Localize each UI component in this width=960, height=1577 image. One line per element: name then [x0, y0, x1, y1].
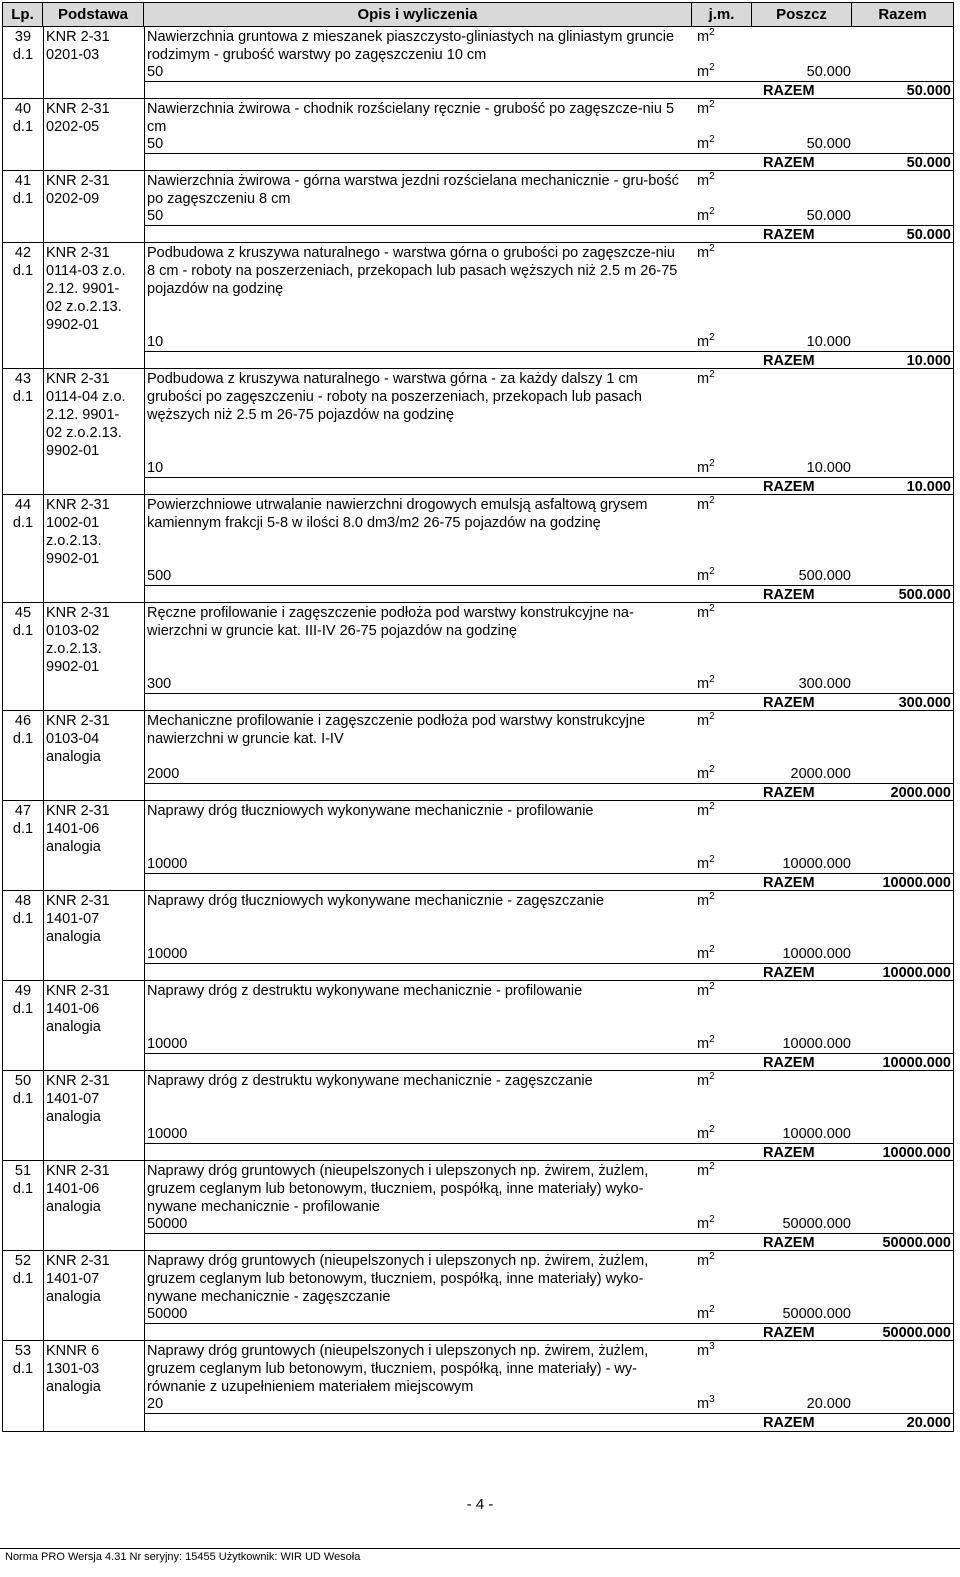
column-divider [144, 171, 145, 242]
table-header [3, 3, 953, 27]
row-jm: $m^2$ [697, 27, 715, 45]
table-row [3, 495, 953, 603]
column-divider [144, 891, 145, 980]
row-quantity-unit: $m^2$ [697, 944, 715, 962]
column-divider [43, 243, 44, 368]
row-razem-label: RAZEM [763, 965, 815, 981]
row-opis: Naprawy dróg gruntowych (nieupelszonych i ulepszonych np. żwirem, żużlem, gruzem ceglanym lub betonowym, tłuczniem, pospółką, inne materiały) - wy-równanie z uzupełnieniem materiałem miejscowym [147, 1343, 649, 1395]
row-opis: Nawierzchnia żwirowa - chodnik rozścielany ręcznie - grubość po zagęszcze-niu 5 cm [147, 101, 675, 135]
row-opis: Powierzchniowe utrwalanie nawierzchni drogowych emulsją asfaltową grysem kamiennym frakcji 5-8 w ilości 8.0 dm3/m2 26-75 pojazdów na godzinę [147, 497, 648, 531]
page-number: - 4 - [466, 1496, 494, 1513]
row-lp: 46 d.1 [12, 713, 34, 747]
razem-divider [144, 873, 953, 874]
row-razem-value: 10000.000 [882, 1055, 951, 1071]
razem-divider [144, 1323, 953, 1324]
razem-divider [144, 1413, 953, 1414]
column-divider [43, 603, 44, 710]
table-row [3, 1341, 953, 1431]
row-razem-value: 500.000 [898, 587, 951, 603]
row-lp: 50 d.1 [12, 1073, 34, 1107]
row-opis: Nawierzchnia gruntowa z mieszanek piaszczysto-gliniastych na gliniastym gruncie rodzimym - grubość warstwy po zagęszczeniu 10 cm [147, 29, 675, 63]
row-razem-label: RAZEM [763, 1145, 815, 1161]
razem-divider [144, 225, 953, 226]
row-opis: Ręczne profilowanie i zagęszczenie podłoża pod warstwy konstrukcyjne na-wierzchni w gruncie kat. III-IV 26-75 pojazdów na godzinę [147, 605, 634, 639]
row-lp: 40 d.1 [12, 101, 34, 135]
column-divider [43, 27, 44, 98]
row-poszcz: 10000.000 [782, 946, 851, 962]
row-podstawa: KNR 2-31 1401-06 analogia [46, 1163, 110, 1215]
row-jm: $m^2$ [697, 1161, 715, 1179]
table-row [3, 243, 953, 369]
row-podstawa: KNR 2-31 0201-03 [46, 29, 110, 63]
row-lp: 52 d.1 [12, 1253, 34, 1287]
column-divider [144, 243, 145, 368]
table-row [3, 603, 953, 711]
column-divider [43, 1251, 44, 1340]
row-razem-label: RAZEM [763, 83, 815, 99]
table-row [3, 171, 953, 243]
row-lp: 49 d.1 [12, 983, 34, 1017]
row-quantity-unit: $m^2$ [697, 206, 715, 224]
row-poszcz: 50.000 [806, 136, 851, 152]
row-lp: 45 d.1 [12, 605, 34, 639]
row-quantity-unit: $m^2$ [697, 134, 715, 152]
razem-divider [144, 585, 953, 586]
row-razem-value: 10000.000 [882, 875, 951, 891]
row-podstawa: KNR 2-31 0114-04 z.o. 2.12. 9901- 02 z.o.2.13. 9902-01 [46, 371, 126, 459]
row-quantity: 20 [147, 1396, 164, 1412]
row-quantity: 2000 [147, 766, 180, 782]
row-razem-label: RAZEM [763, 227, 815, 243]
row-quantity-unit: $m^2$ [697, 1214, 715, 1232]
row-razem-value: 10.000 [906, 479, 951, 495]
row-podstawa: KNR 2-31 1401-07 analogia [46, 1073, 110, 1125]
row-poszcz: 2000.000 [790, 766, 851, 782]
row-quantity: 500 [147, 568, 172, 584]
row-razem-label: RAZEM [763, 353, 815, 369]
row-quantity-unit: $m^2$ [697, 764, 715, 782]
row-razem-value: 2000.000 [890, 785, 951, 801]
row-quantity-unit: $m^2$ [697, 1304, 715, 1322]
row-quantity-unit: $m^2$ [697, 1034, 715, 1052]
row-opis: Naprawy dróg gruntowych (nieupelszonych i ulepszonych np. żwirem, żużlem, gruzem ceglanym lub betonowym, tłuczniem, pospółką, inne materiały) wyko-nywane mechanicznie - zagęszczanie [147, 1253, 649, 1305]
column-divider [144, 1161, 145, 1250]
table-row [3, 801, 953, 891]
table-row [3, 1071, 953, 1161]
row-poszcz: 10.000 [806, 460, 851, 476]
row-jm: $m^2$ [697, 1071, 715, 1089]
row-podstawa: KNR 2-31 0114-03 z.o. 2.12. 9901- 02 z.o.2.13. 9902-01 [46, 245, 126, 333]
table-row [3, 981, 953, 1071]
row-opis: Naprawy dróg z destruktu wykonywane mechanicznie - zagęszczanie [147, 1073, 593, 1089]
row-quantity: 10000 [147, 946, 188, 962]
row-razem-value: 50000.000 [882, 1235, 951, 1251]
column-divider [43, 981, 44, 1070]
row-razem-value: 50000.000 [882, 1325, 951, 1341]
row-poszcz: 20.000 [806, 1396, 851, 1412]
table-row [3, 369, 953, 495]
column-divider [43, 171, 44, 242]
row-jm: $m^3$ [697, 1341, 715, 1359]
column-divider [144, 801, 145, 890]
row-razem-value: 10000.000 [882, 1145, 951, 1161]
razem-divider [144, 693, 953, 694]
footer-rule [0, 1548, 960, 1549]
table-row [3, 99, 953, 171]
row-podstawa: KNR 2-31 0202-05 [46, 101, 110, 135]
row-podstawa: KNR 2-31 1002-01 z.o.2.13. 9902-01 [46, 497, 110, 567]
row-razem-label: RAZEM [763, 479, 815, 495]
row-opis: Podbudowa z kruszywa naturalnego - warstwa górna o grubości po zagęszcze-niu 8 cm - roboty na poszerzeniach, przekopach lub pasach węższych niż 2.5 m 26-75 pojazdów na godzinę [147, 245, 678, 297]
row-podstawa: KNR 2-31 1401-07 analogia [46, 1253, 110, 1305]
row-quantity: 10000 [147, 856, 188, 872]
row-razem-label: RAZEM [763, 1235, 815, 1251]
row-razem-value: 50.000 [906, 155, 951, 171]
row-quantity-unit: $m^2$ [697, 332, 715, 350]
table-row [3, 27, 953, 99]
row-quantity: 50 [147, 136, 164, 152]
row-lp: 39 d.1 [12, 29, 34, 63]
row-quantity-unit: $m^3$ [697, 1394, 715, 1412]
row-lp: 47 d.1 [12, 803, 34, 837]
footer-text: Norma PRO Wersja 4.31 Nr seryjny: 15455 Użytkownik: WIR UD Wesoła [5, 1551, 361, 1563]
header-opis: Opis i wyliczenia [144, 3, 692, 26]
razem-divider [144, 1053, 953, 1054]
row-poszcz: 10000.000 [782, 856, 851, 872]
row-lp: 42 d.1 [12, 245, 34, 279]
row-podstawa: KNR 2-31 0103-04 analogia [46, 713, 110, 765]
row-quantity: 50000 [147, 1216, 188, 1232]
row-jm: $m^2$ [697, 495, 715, 513]
row-quantity-unit: $m^2$ [697, 62, 715, 80]
column-divider [43, 1341, 44, 1431]
row-razem-label: RAZEM [763, 875, 815, 891]
row-poszcz: 10000.000 [782, 1036, 851, 1052]
row-razem-label: RAZEM [763, 1055, 815, 1071]
row-lp: 44 d.1 [12, 497, 34, 531]
column-divider [43, 495, 44, 602]
column-divider [43, 891, 44, 980]
column-divider [144, 981, 145, 1070]
row-jm: $m^2$ [697, 711, 715, 729]
row-jm: $m^2$ [697, 891, 715, 909]
row-lp: 43 d.1 [12, 371, 34, 405]
table-row [3, 1251, 953, 1341]
row-jm: $m^2$ [697, 1251, 715, 1269]
table-row [3, 1161, 953, 1251]
row-lp: 51 d.1 [12, 1163, 34, 1197]
row-razem-label: RAZEM [763, 1325, 815, 1341]
row-quantity: 10000 [147, 1036, 188, 1052]
column-divider [144, 711, 145, 800]
row-razem-label: RAZEM [763, 155, 815, 171]
row-poszcz: 300.000 [798, 676, 851, 692]
row-razem-label: RAZEM [763, 1415, 815, 1431]
row-razem-label: RAZEM [763, 785, 815, 801]
column-divider [43, 99, 44, 170]
header-jm: j.m. [692, 3, 752, 26]
row-opis: Podbudowa z kruszywa naturalnego - warstwa górna - za każdy dalszy 1 cm grubości po zagęszczeniu - roboty na poszerzeniach, przekopach lub pasach węższych niż 2.5 m 26-75 pojazdów na godzinę [147, 371, 642, 423]
row-jm: $m^2$ [697, 981, 715, 999]
column-divider [43, 711, 44, 800]
row-razem-value: 50.000 [906, 83, 951, 99]
row-podstawa: KNR 2-31 0103-02 z.o.2.13. 9902-01 [46, 605, 110, 675]
row-jm: $m^2$ [697, 171, 715, 189]
row-jm: $m^2$ [697, 603, 715, 621]
row-razem-value: 50.000 [906, 227, 951, 243]
razem-divider [144, 351, 953, 352]
razem-divider [144, 963, 953, 964]
row-razem-label: RAZEM [763, 587, 815, 603]
column-divider [43, 369, 44, 494]
row-opis: Mechaniczne profilowanie i zagęszczenie podłoża pod warstwy konstrukcyjne nawierzchni w gruncie kat. I-IV [147, 713, 646, 747]
row-podstawa: KNR 2-31 1401-07 analogia [46, 893, 110, 945]
row-podstawa: KNR 2-31 0202-09 [46, 173, 110, 207]
row-jm: $m^2$ [697, 243, 715, 261]
column-divider [144, 1251, 145, 1340]
table-body [3, 27, 953, 1431]
razem-divider [144, 153, 953, 154]
row-opis: Naprawy dróg tłuczniowych wykonywane mechanicznie - zagęszczanie [147, 893, 604, 909]
column-divider [144, 99, 145, 170]
row-quantity: 50 [147, 208, 164, 224]
row-quantity-unit: $m^2$ [697, 1124, 715, 1142]
header-podstawa: Podstawa [43, 3, 144, 26]
row-quantity: 10 [147, 334, 164, 350]
row-podstawa: KNR 2-31 1401-06 analogia [46, 983, 110, 1035]
row-lp: 53 d.1 [12, 1343, 34, 1377]
row-poszcz: 50000.000 [782, 1216, 851, 1232]
header-razem: Razem [878, 6, 927, 23]
row-razem-value: 10.000 [906, 353, 951, 369]
row-razem-value: 10000.000 [882, 965, 951, 981]
row-quantity: 50 [147, 64, 164, 80]
table-row [3, 711, 953, 801]
row-podstawa: KNR 2-31 1401-06 analogia [46, 803, 110, 855]
row-jm: $m^2$ [697, 369, 715, 387]
row-jm: $m^2$ [697, 801, 715, 819]
column-divider [144, 369, 145, 494]
row-quantity-unit: $m^2$ [697, 566, 715, 584]
razem-divider [144, 1143, 953, 1144]
row-opis: Naprawy dróg tłuczniowych wykonywane mechanicznie - profilowanie [147, 803, 594, 819]
row-opis: Nawierzchnia żwirowa - górna warstwa jezdni rozścielana mechanicznie - gru-bość po zagęszczeniu 8 cm [147, 173, 679, 207]
row-jm: $m^2$ [697, 99, 715, 117]
row-poszcz: 10.000 [806, 334, 851, 350]
row-quantity: 300 [147, 676, 172, 692]
row-razem-value: 300.000 [898, 695, 951, 711]
row-lp: 48 d.1 [12, 893, 34, 927]
table-row [3, 891, 953, 981]
row-poszcz: 50.000 [806, 208, 851, 224]
column-divider [144, 1071, 145, 1160]
row-opis: Naprawy dróg gruntowych (nieupelszonych i ulepszonych np. żwirem, żużlem, gruzem ceglanym lub betonowym, tłuczniem, pospółką, inne materiały) wyko-nywane mechanicznie - profilowanie [147, 1163, 649, 1215]
column-divider [144, 1341, 145, 1431]
razem-divider [144, 1233, 953, 1234]
row-poszcz: 50.000 [806, 64, 851, 80]
row-poszcz: 500.000 [798, 568, 851, 584]
razem-divider [144, 81, 953, 82]
razem-divider [144, 783, 953, 784]
row-quantity-unit: $m^2$ [697, 854, 715, 872]
column-divider [43, 1071, 44, 1160]
row-poszcz: 10000.000 [782, 1126, 851, 1142]
row-lp: 41 d.1 [12, 173, 34, 207]
row-quantity: 10000 [147, 1126, 188, 1142]
razem-divider [144, 477, 953, 478]
column-divider [144, 27, 145, 98]
row-quantity-unit: $m^2$ [697, 674, 715, 692]
row-quantity: 10 [147, 460, 164, 476]
column-divider [43, 801, 44, 890]
kosztorys-table [2, 2, 954, 1432]
row-podstawa: KNNR 6 1301-03 analogia [46, 1343, 101, 1395]
row-quantity-unit: $m^2$ [697, 458, 715, 476]
row-razem-label: RAZEM [763, 695, 815, 711]
row-opis: Naprawy dróg z destruktu wykonywane mechanicznie - profilowanie [147, 983, 583, 999]
row-quantity: 50000 [147, 1306, 188, 1322]
header-poszcz: Poszcz [752, 3, 852, 26]
row-poszcz: 50000.000 [782, 1306, 851, 1322]
header-lp: Lp. [3, 3, 43, 26]
column-divider [43, 1161, 44, 1250]
row-razem-value: 20.000 [906, 1415, 951, 1431]
